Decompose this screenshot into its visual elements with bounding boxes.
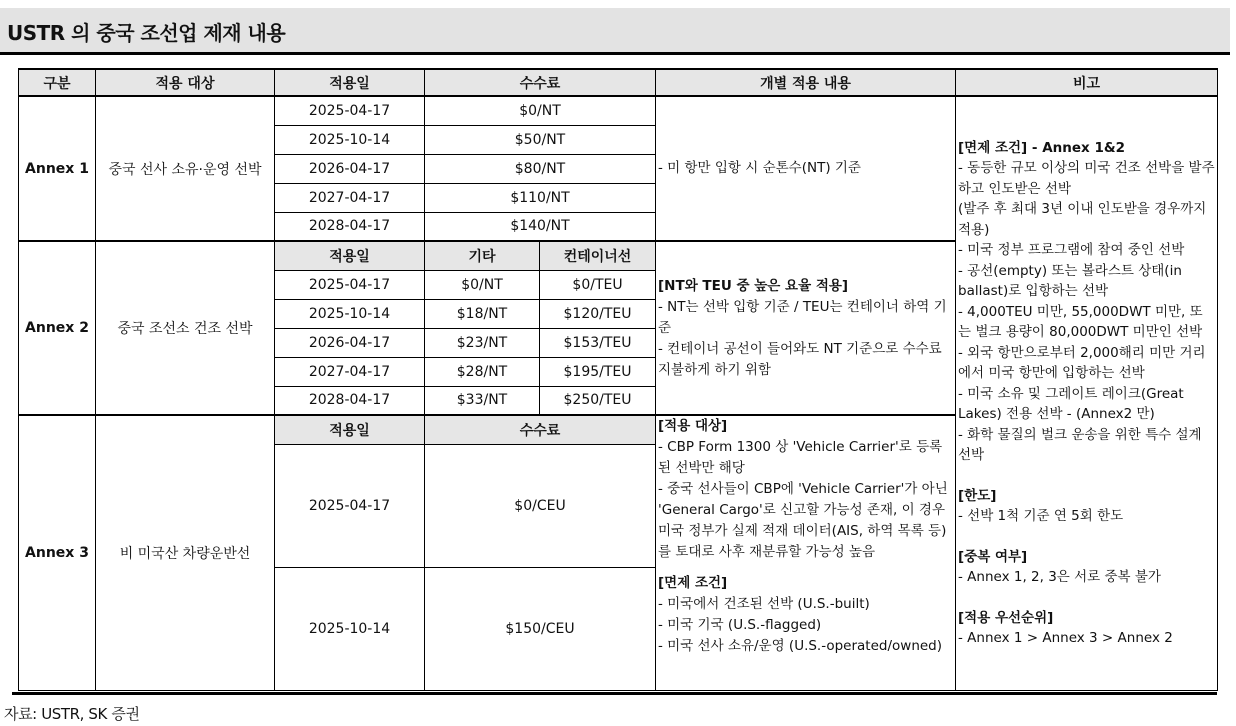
annex1-date: 2026-04-17	[275, 154, 425, 183]
notes-exempt-line: - 4,000TEU 미만, 55,000DWT 미만, 또는 벌크 용량이 80,000DWT 미만인 선박	[958, 303, 1203, 341]
notes-dup-line: - Annex 1, 2, 3은 서로 중복 불가	[958, 569, 1161, 586]
annex2-other: $28/NT	[425, 357, 540, 386]
annex3-date: 2025-10-14	[275, 567, 425, 690]
notes-exempt-line: (발주 후 최대 3년 이내 인도받을 경우까지 적용)	[958, 201, 1207, 238]
annex1-fee: $0/NT	[425, 96, 656, 125]
notes-priority-line: - Annex 1 > Annex 3 > Annex 2	[958, 630, 1173, 647]
header-note: 비고	[956, 69, 1218, 96]
page-title: USTR 의 중국 조선업 제재 내용	[7, 21, 286, 45]
annex3-detail-heading: [면제 조건]	[658, 575, 728, 591]
annex2-other: $0/NT	[425, 270, 540, 299]
annex2-target: 중국 조선소 건조 선박	[96, 241, 275, 415]
notes-priority-heading: [적용 우선순위]	[958, 609, 1054, 626]
annex1-date: 2025-04-17	[275, 96, 425, 125]
annex2-other: $33/NT	[425, 386, 540, 415]
annex1-date: 2028-04-17	[275, 212, 425, 241]
annex3-fee: $150/CEU	[425, 567, 656, 690]
annex2-container: $120/TEU	[540, 299, 656, 328]
notes-exempt-line: - 미국 소유 및 그레이트 레이크(Great Lakes) 전용 선박 - (Annex2 만)	[958, 385, 1184, 423]
table-row	[19, 96, 1218, 125]
title-bar	[0, 8, 1230, 55]
annex3-subheader-date: 적용일	[275, 415, 425, 444]
annex1-fee: $140/NT	[425, 212, 656, 241]
notes-exempt-heading: [면제 조건] - Annex 1&2	[958, 139, 1126, 156]
annex1-fee: $80/NT	[425, 154, 656, 183]
annex3-detail-line: - CBP Form 1300 상 'Vehicle Carrier'로 등록된 선박만 해당	[658, 439, 943, 476]
notes-dup-heading: [중복 여부]	[958, 548, 1028, 565]
annex3-detail-line: - 중국 선사들이 CBP에 'Vehicle Carrier'가 아닌 'General Cargo'로 신고할 가능성 존재, 이 경우 미국 정부가 실제 적재 데이터(AIS, 하역 목록 등)를 토대로 사후 재분류할 가능성 높음	[658, 481, 948, 560]
notes-exempt-line: - 외국 항만으로부터 2,000해리 미만 거리에서 미국 항만에 입항하는 선박	[958, 344, 1206, 382]
header-fee: 수수료	[425, 69, 656, 96]
source-note: 자료: USTR, SK 증권	[4, 705, 140, 723]
annex2-container: $0/TEU	[540, 270, 656, 299]
notes-exempt-line: - 미국 정부 프로그램에 참여 중인 선박	[958, 242, 1185, 259]
header-target: 적용 대상	[96, 69, 275, 96]
annex3-detail	[656, 415, 956, 690]
annex1-fee: $110/NT	[425, 183, 656, 212]
annex1-date: 2025-10-14	[275, 125, 425, 154]
annex3-detail-heading: [적용 대상]	[658, 418, 728, 434]
annex2-container: $153/TEU	[540, 328, 656, 357]
notes-cell	[956, 96, 1218, 690]
annex1-fee: $50/NT	[425, 125, 656, 154]
annex2-subheader-date: 적용일	[275, 241, 425, 270]
annex2-detail-line: - 컨테이너 공선이 들어와도 NT 기준으로 수수료 지불하게 하기 위함	[658, 340, 942, 378]
notes-limit-line: - 선박 1척 기준 연 5회 한도	[958, 508, 1124, 525]
bottom-rule	[12, 692, 1217, 695]
annex2-container: $250/TEU	[540, 386, 656, 415]
annex3-detail-line: - 미국에서 건조된 선박 (U.S.-built)	[658, 596, 870, 612]
annex2-container: $195/TEU	[540, 357, 656, 386]
notes-exempt-line: - 공선(empty) 또는 볼라스트 상태(in ballast)로 입항하는 선박	[958, 262, 1182, 300]
annex2-date: 2025-10-14	[275, 299, 425, 328]
annex3-target: 비 미국산 차량운반선	[96, 415, 275, 690]
annex2-subheader-other: 기타	[425, 241, 540, 270]
annex2-other: $18/NT	[425, 299, 540, 328]
annex2-detail-line: - NT는 선박 입항 기준 / TEU는 컨테이너 하역 기준	[658, 298, 947, 336]
notes-exempt-line: - 동등한 규모 이상의 미국 건조 선박을 발주하고 인도받은 선박	[958, 160, 1215, 197]
annex3-detail-line: - 미국 기국 (U.S.-flagged)	[658, 617, 822, 633]
header-row	[19, 69, 1218, 96]
annex3-subheader-fee: 수수료	[425, 415, 656, 444]
header-date: 적용일	[275, 69, 425, 96]
annex2-other: $23/NT	[425, 328, 540, 357]
annex1-name: Annex 1	[19, 96, 96, 241]
annex2-detail-heading: [NT와 TEU 중 높은 요율 적용]	[658, 277, 849, 294]
annex2-detail	[656, 241, 956, 415]
annex1-detail: - 미 항만 입항 시 순톤수(NT) 기준	[656, 96, 956, 241]
sanctions-table	[18, 68, 1218, 691]
annex3-date: 2025-04-17	[275, 444, 425, 567]
annex2-name: Annex 2	[19, 241, 96, 415]
annex1-target: 중국 선사 소유·운영 선박	[96, 96, 275, 241]
annex3-detail-line: - 미국 선사 소유/운영 (U.S.-operated/owned)	[658, 638, 943, 654]
header-detail: 개별 적용 내용	[656, 69, 956, 96]
annex3-name: Annex 3	[19, 415, 96, 690]
annex2-date: 2028-04-17	[275, 386, 425, 415]
notes-limit-heading: [한도]	[958, 487, 997, 504]
notes-exempt-line: - 화학 물질의 벌크 운송을 위한 특수 설계 선박	[958, 426, 1202, 464]
annex1-date: 2027-04-17	[275, 183, 425, 212]
annex2-date: 2025-04-17	[275, 270, 425, 299]
annex2-date: 2026-04-17	[275, 328, 425, 357]
annex2-date: 2027-04-17	[275, 357, 425, 386]
spacer	[658, 563, 953, 573]
annex2-subheader-container: 컨테이너선	[540, 241, 656, 270]
header-category: 구분	[19, 69, 96, 96]
annex3-fee: $0/CEU	[425, 444, 656, 567]
